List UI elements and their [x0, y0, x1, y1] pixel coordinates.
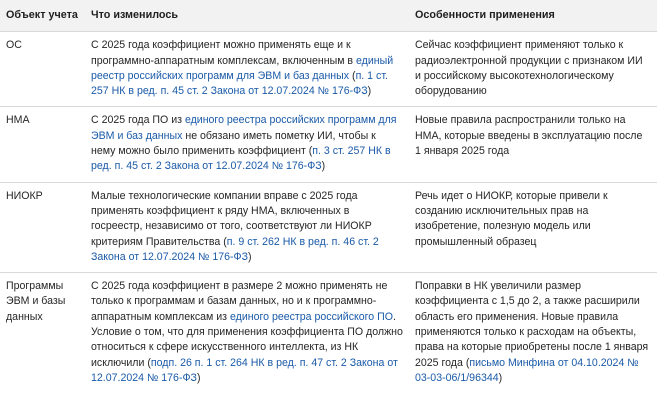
- row-features-text: [409, 273, 657, 393]
- row-object-label: Программы ЭВМ и базы данных: [6, 280, 66, 323]
- text-span: Новые правила распространили только на НМА, которые введены в эксплуатацию после 1 января 2025 года: [415, 114, 643, 158]
- registry-link[interactable]: единого реестра российского ПО: [229, 310, 393, 323]
- text-span: . Условие о том, что для применения коэффициента ПО должно относиться к сфере искусственного интеллекта, из НК исключили (: [91, 310, 403, 369]
- text-span: Сейчас коэффициент применяют только к радиоэлектронной продукции с признаком ИИ и российскому высокотехнологическому оборудованию: [415, 39, 643, 98]
- ministry-letter-link[interactable]: письмо Минфина от 04.10.2024 № 03-03-06/1/96344: [415, 356, 639, 384]
- text-span: С 2025 года коэффициент в размере 2 можно применять не только к программам и базам данных, но и к программно-аппаратным комплексам из: [91, 280, 388, 323]
- row-features-text: [409, 183, 657, 272]
- header-changed: Что изменилось: [91, 9, 179, 21]
- text-span: ): [367, 85, 372, 98]
- law-reference-link[interactable]: п. 3 ст. 257 НК в ред. п. 45 ст. 2 Закона от 12.07.2024 № 176-ФЗ: [91, 145, 391, 173]
- text-span: ): [321, 160, 326, 173]
- row-changed-text: [85, 32, 409, 106]
- table-row: [0, 183, 657, 273]
- header-object: Объект учета: [6, 9, 78, 21]
- text-span: Речь идет о НИОКР, которые привели к созданию исключительных прав на изобретение, полезную модель или промышленный образец: [415, 189, 608, 248]
- table-header: [0, 0, 657, 32]
- registry-link[interactable]: единого реестра российских программ для ЭВМ и баз данных: [91, 114, 397, 142]
- header-features: Особенности применения: [415, 9, 555, 21]
- row-object-label: ОС: [6, 39, 22, 52]
- row-features-text: [409, 32, 657, 106]
- text-span: ): [248, 250, 252, 263]
- text-span: ): [498, 371, 503, 384]
- law-reference-link[interactable]: п. 1 ст. 257 НК в ред. п. 45 ст. 2 Закона от 12.07.2024 № 176-ФЗ: [91, 69, 388, 98]
- text-span: Поправки в НК увеличили размер коэффициента с 1,5 до 2, а также расширили область его применения. Новые правила применяются только к расходам на объекты, права на которые приобретены после 1 января 2025 года (: [415, 280, 649, 369]
- law-reference-link[interactable]: подп. 26 п. 1 ст. 264 НК в ред. п. 47 ст. 2 Закона от 12.07.2024 № 176-ФЗ: [91, 356, 398, 384]
- law-reference-link[interactable]: п. 9 ст. 262 НК в ред. п. 46 ст. 2 Закона от 12.07.2024 № 176-ФЗ: [91, 235, 379, 263]
- table-row: [0, 273, 657, 393]
- row-object-label: НМА: [6, 114, 30, 127]
- row-changed-text: [85, 107, 409, 181]
- text-span: С 2025 года ПО из: [91, 114, 185, 127]
- row-changed-text: [85, 273, 409, 393]
- text-span: (: [349, 69, 356, 82]
- row-changed-text: [85, 183, 409, 272]
- text-span: С 2025 года коэффициент можно применять еще и к программно-аппаратным комплексам, включенным в: [91, 39, 357, 67]
- text-span: не обязано иметь пометку ИИ, чтобы к нему можно было применить коэффициент (: [91, 129, 376, 158]
- text-span: ): [196, 371, 201, 384]
- row-features-text: [409, 107, 657, 181]
- row-object-label: НИОКР: [6, 189, 43, 202]
- table-row: [0, 107, 657, 182]
- registry-link[interactable]: единый реестр российских программ для ЭВМ и баз данных: [91, 54, 394, 82]
- table-row: [0, 32, 657, 107]
- text-span: Малые технологические компании вправе с 2025 года применять коэффициент к ряду НМА, включенных в госреестр, независимо от того, соответствуют ли НИОКР критериям Правительства (: [91, 189, 372, 248]
